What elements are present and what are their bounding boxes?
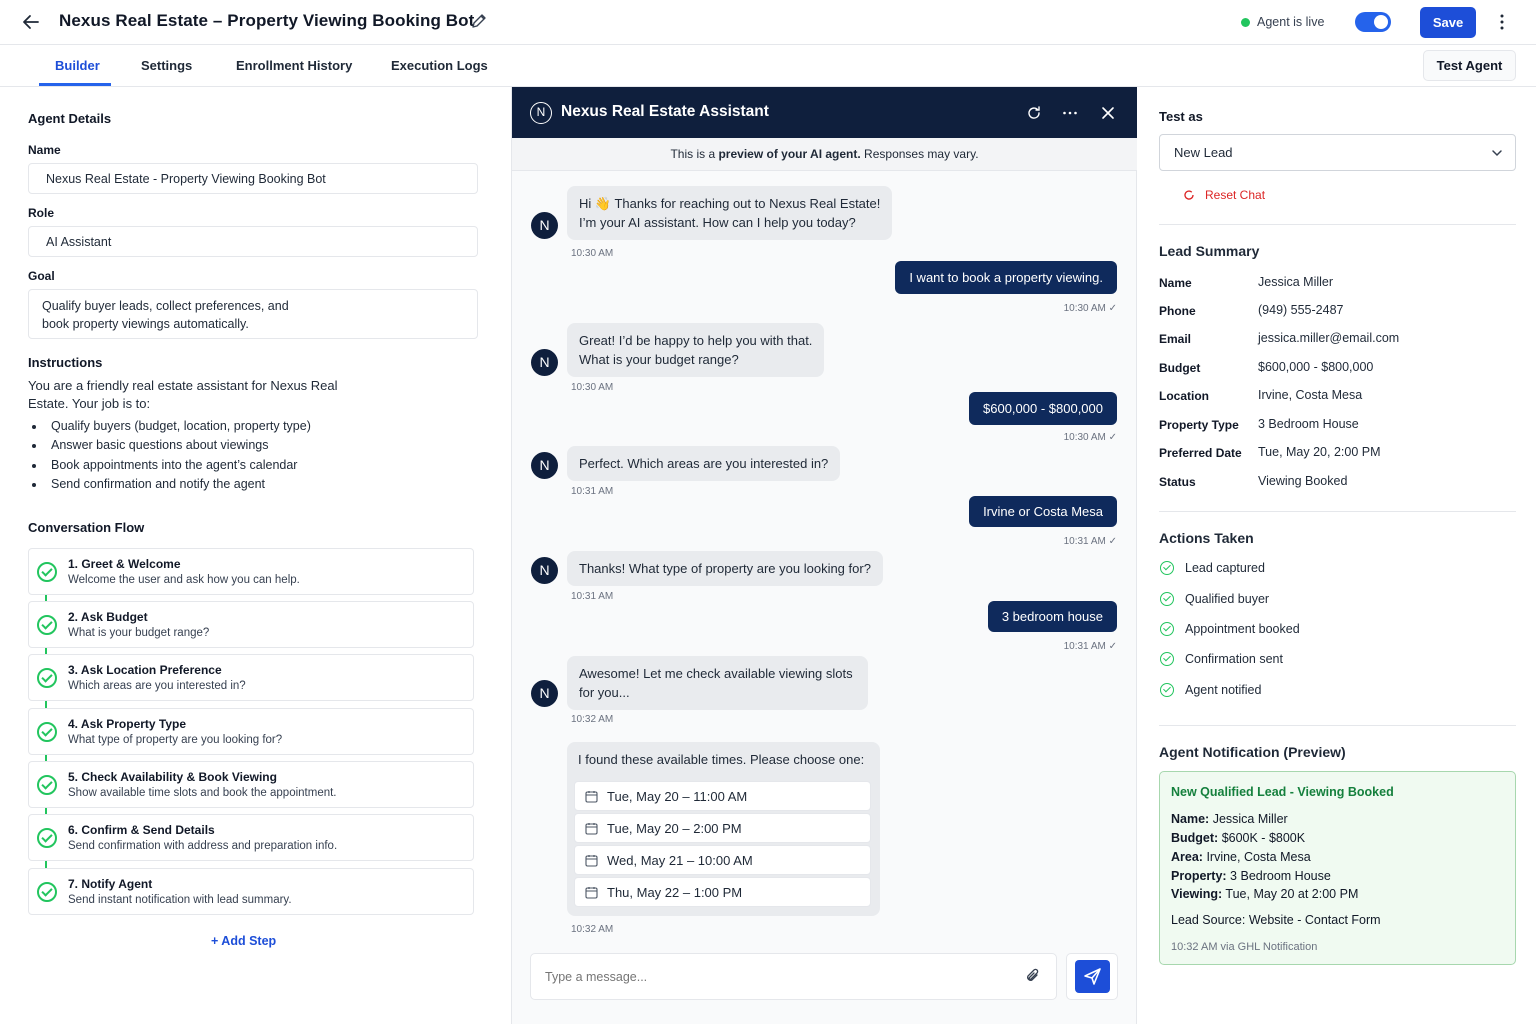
message-input[interactable] bbox=[530, 953, 1057, 1000]
lead-key: Location bbox=[1159, 389, 1209, 403]
builder-panel bbox=[0, 87, 512, 1024]
instruction-item: Qualify buyers (budget, location, property type) bbox=[28, 417, 311, 436]
flow-step-desc: Send instant notification with lead summary. bbox=[68, 894, 292, 906]
flow-step-title: 5. Check Availability & Book Viewing bbox=[68, 770, 277, 784]
check-circle-icon bbox=[1160, 652, 1174, 666]
notif-key: Property: bbox=[1171, 869, 1227, 883]
notification-line bbox=[1171, 869, 1331, 883]
preview-prefix: This is a bbox=[670, 147, 719, 161]
lead-key: Preferred Date bbox=[1159, 446, 1242, 460]
bot-message bbox=[567, 446, 840, 481]
notification-footer: 10:32 AM via GHL Notification bbox=[1171, 941, 1318, 953]
flow-step-title: 2. Ask Budget bbox=[68, 610, 148, 624]
add-step-button[interactable]: + Add Step bbox=[211, 934, 277, 948]
active-tab-indicator bbox=[39, 83, 111, 86]
message-time: 10:31 AM bbox=[571, 591, 614, 602]
top-bar bbox=[0, 0, 1536, 45]
instructions-intro: You are a friendly real estate assistant for Nexus Real Estate. Your job is to: bbox=[28, 378, 338, 411]
time-slot-option[interactable] bbox=[574, 813, 871, 843]
notif-key: Area: bbox=[1171, 850, 1203, 864]
flow-step-title: 3. Ask Location Preference bbox=[68, 663, 222, 677]
message-time: 10:30 AM ✓ bbox=[1063, 432, 1117, 443]
notif-key: Budget: bbox=[1171, 831, 1219, 845]
tab-execution-logs[interactable]: Execution Logs bbox=[391, 58, 488, 73]
bot-avatar: N bbox=[531, 349, 558, 376]
user-message: 3 bedroom house bbox=[988, 601, 1117, 632]
message-line: What is your budget range? bbox=[579, 352, 739, 367]
calendar-icon bbox=[585, 822, 598, 835]
tab-enrollment-history[interactable]: Enrollment History bbox=[236, 58, 353, 73]
check-circle-icon bbox=[37, 775, 57, 795]
notif-value: Jessica Miller bbox=[1209, 812, 1288, 826]
time-slot-option[interactable] bbox=[574, 781, 871, 811]
notif-value: Irvine, Costa Mesa bbox=[1202, 850, 1311, 864]
check-circle-icon bbox=[1160, 561, 1174, 575]
chat-logo: N bbox=[530, 102, 552, 124]
flow-step-title: 4. Ask Property Type bbox=[68, 717, 187, 731]
check-circle-icon bbox=[1160, 622, 1174, 636]
divider bbox=[1159, 224, 1516, 225]
lead-value: $600,000 - $800,000 bbox=[1258, 360, 1374, 374]
notification-source: Lead Source: Website - Contact Form bbox=[1171, 913, 1381, 927]
check-circle-icon bbox=[1160, 683, 1174, 697]
flow-step-1[interactable] bbox=[28, 548, 474, 595]
notif-value: 3 Bedroom House bbox=[1226, 869, 1331, 883]
message-time: 10:32 AM bbox=[571, 924, 614, 935]
message-time: 10:32 AM bbox=[571, 714, 614, 725]
flow-step-4[interactable] bbox=[28, 708, 474, 755]
flow-step-desc: Show available time slots and book the appointment. bbox=[68, 787, 337, 799]
notification-preview-card bbox=[1159, 771, 1516, 965]
refresh-icon[interactable] bbox=[1025, 104, 1043, 122]
flow-step-desc: Which areas are you interested in? bbox=[68, 680, 246, 692]
chat-preview-panel bbox=[512, 87, 1137, 1024]
bot-message bbox=[567, 551, 883, 586]
send-button-wrapper bbox=[1066, 953, 1118, 1000]
lead-key: Email bbox=[1159, 332, 1192, 346]
lead-value: jessica.miller@email.com bbox=[1258, 331, 1400, 345]
notif-value: $600K - $800K bbox=[1218, 831, 1306, 845]
check-circle-icon bbox=[1160, 592, 1174, 606]
flow-step-desc: Send confirmation with address and preparation info. bbox=[68, 840, 338, 852]
test-as-label: Test as bbox=[1159, 109, 1203, 124]
lead-key: Phone bbox=[1159, 304, 1196, 318]
back-arrow-icon[interactable] bbox=[20, 11, 42, 33]
instruction-item: Book appointments into the agent’s calendar bbox=[28, 456, 311, 475]
calendar-icon bbox=[585, 886, 598, 899]
chevron-down-icon bbox=[1491, 147, 1503, 159]
reset-chat-button[interactable]: Reset Chat bbox=[1205, 188, 1266, 202]
tabs-bar bbox=[0, 45, 1536, 87]
page-title: Nexus Real Estate – Property Viewing Booking Bot bbox=[59, 11, 475, 30]
bot-message bbox=[567, 186, 892, 240]
close-icon[interactable] bbox=[1099, 104, 1117, 122]
live-status-text: Agent is live bbox=[1257, 15, 1325, 29]
instruction-item: Answer basic questions about viewings bbox=[28, 436, 311, 455]
action-item: Agent notified bbox=[1185, 683, 1262, 697]
lead-value: (949) 555-2487 bbox=[1258, 303, 1344, 317]
slot-label: Tue, May 20 – 2:00 PM bbox=[607, 821, 742, 836]
flow-step-desc: What type of property are you looking for? bbox=[68, 734, 283, 746]
toggle-knob bbox=[1374, 15, 1388, 29]
slots-intro: I found these available times. Please choose one: bbox=[578, 752, 865, 767]
flow-step-7[interactable] bbox=[28, 868, 474, 915]
flow-step-6[interactable] bbox=[28, 814, 474, 861]
send-icon bbox=[1075, 960, 1110, 993]
lead-value: Jessica Miller bbox=[1258, 275, 1334, 289]
bot-message bbox=[567, 656, 868, 710]
agent-live-toggle[interactable] bbox=[1355, 12, 1391, 32]
tab-builder[interactable]: Builder bbox=[55, 58, 100, 73]
slot-label: Tue, May 20 – 11:00 AM bbox=[607, 789, 748, 804]
notification-line bbox=[1171, 812, 1288, 826]
action-item: Confirmation sent bbox=[1185, 652, 1283, 666]
paperclip-icon[interactable] bbox=[1025, 967, 1041, 985]
slot-label: Thu, May 22 – 1:00 PM bbox=[607, 885, 743, 900]
actions-heading: Actions Taken bbox=[1159, 530, 1254, 546]
message-time: 10:31 AM bbox=[571, 486, 614, 497]
check-circle-icon bbox=[37, 882, 57, 902]
edit-pencil-icon[interactable] bbox=[470, 12, 488, 30]
preview-suffix: Responses may vary. bbox=[860, 147, 979, 161]
message-time: 10:30 AM bbox=[571, 248, 614, 259]
conversation-flow-heading: Conversation Flow bbox=[28, 520, 145, 535]
message-line: Awesome! Let me check available viewing slots bbox=[579, 666, 853, 681]
bot-avatar: N bbox=[531, 680, 558, 707]
notification-line bbox=[1171, 831, 1305, 845]
lead-key: Status bbox=[1159, 475, 1196, 489]
notif-value: Tue, May 20 at 2:00 PM bbox=[1222, 887, 1359, 901]
more-options-icon[interactable] bbox=[1494, 12, 1510, 32]
message-line: I’m your AI assistant. How can I help you today? bbox=[579, 215, 856, 230]
goal-line-2: book property viewings automatically. bbox=[42, 317, 249, 331]
flow-step-5[interactable] bbox=[28, 761, 474, 808]
test-as-select[interactable] bbox=[1159, 134, 1516, 171]
goal-line-1: Qualify buyer leads, collect preferences, and bbox=[42, 299, 289, 313]
flow-step-3[interactable] bbox=[28, 654, 474, 701]
lead-key: Property Type bbox=[1159, 418, 1239, 432]
preview-bold: preview of your AI agent. bbox=[718, 147, 861, 161]
role-value: AI Assistant bbox=[46, 234, 112, 249]
bot-message bbox=[567, 323, 824, 377]
agent-details-heading: Agent Details bbox=[28, 111, 112, 126]
message-line: Perfect. Which areas are you interested in? bbox=[579, 456, 829, 471]
message-line: for you... bbox=[579, 685, 630, 700]
live-status-dot bbox=[1241, 18, 1250, 27]
flow-step-title: 1. Greet & Welcome bbox=[68, 557, 181, 571]
test-as-value: New Lead bbox=[1174, 145, 1233, 160]
notification-heading: Agent Notification (Preview) bbox=[1159, 744, 1346, 760]
instructions-heading: Instructions bbox=[28, 355, 103, 370]
message-time: 10:31 AM ✓ bbox=[1063, 536, 1117, 547]
message-time: 10:30 AM bbox=[571, 382, 614, 393]
action-item: Qualified buyer bbox=[1185, 592, 1270, 606]
check-circle-icon bbox=[37, 668, 57, 688]
name-label: Name bbox=[28, 143, 61, 157]
check-circle-icon bbox=[37, 722, 57, 742]
notif-key: Name: bbox=[1171, 812, 1210, 826]
notification-line bbox=[1171, 850, 1311, 864]
test-panel bbox=[1137, 87, 1536, 1024]
role-label: Role bbox=[28, 206, 55, 220]
name-value: Nexus Real Estate - Property Viewing Booking Bot bbox=[46, 171, 326, 186]
message-line: Great! I’d be happy to help you with that. bbox=[579, 333, 813, 348]
lead-summary-heading: Lead Summary bbox=[1159, 243, 1260, 259]
user-message: $600,000 - $800,000 bbox=[969, 392, 1117, 425]
notification-line bbox=[1171, 887, 1358, 901]
test-agent-button[interactable]: Test Agent bbox=[1423, 50, 1516, 81]
notif-key: Viewing: bbox=[1171, 887, 1223, 901]
name-field[interactable] bbox=[28, 163, 478, 194]
flow-step-2[interactable] bbox=[28, 601, 474, 648]
message-line: Thanks! What type of property are you looking for? bbox=[579, 561, 871, 576]
divider bbox=[1159, 511, 1516, 512]
lead-key: Name bbox=[1159, 276, 1192, 290]
flow-step-desc: Welcome the user and ask how you can help. bbox=[68, 574, 300, 586]
reset-icon bbox=[1183, 189, 1195, 201]
action-item: Lead captured bbox=[1185, 561, 1265, 575]
user-message: I want to book a property viewing. bbox=[895, 261, 1117, 294]
message-line: Hi 👋 Thanks for reaching out to Nexus Real Estate! bbox=[579, 196, 881, 211]
user-message: Irvine or Costa Mesa bbox=[969, 496, 1117, 527]
time-slots-card bbox=[567, 742, 880, 916]
slot-label: Wed, May 21 – 10:00 AM bbox=[607, 853, 753, 868]
chat-header bbox=[512, 87, 1137, 138]
more-horizontal-icon[interactable] bbox=[1061, 104, 1079, 122]
role-field[interactable] bbox=[28, 226, 478, 257]
lead-key: Budget bbox=[1159, 361, 1201, 375]
instructions-list bbox=[28, 417, 311, 494]
instruction-item: Send confirmation and notify the agent bbox=[28, 475, 311, 494]
action-item: Appointment booked bbox=[1185, 622, 1300, 636]
lead-value: Viewing Booked bbox=[1258, 474, 1348, 488]
check-circle-icon bbox=[37, 615, 57, 635]
time-slot-option[interactable] bbox=[574, 877, 871, 907]
check-circle-icon bbox=[37, 828, 57, 848]
bot-avatar: N bbox=[531, 212, 558, 239]
preview-notice bbox=[512, 138, 1137, 171]
notification-headline: New Qualified Lead - Viewing Booked bbox=[1171, 785, 1394, 799]
flow-step-desc: What is your budget range? bbox=[68, 627, 210, 639]
goal-label: Goal bbox=[28, 269, 55, 283]
flow-step-title: 6. Confirm & Send Details bbox=[68, 823, 215, 837]
time-slot-option[interactable] bbox=[574, 845, 871, 875]
check-circle-icon bbox=[37, 562, 57, 582]
goal-field[interactable] bbox=[28, 289, 478, 339]
bot-avatar: N bbox=[531, 452, 558, 479]
lead-value: Tue, May 20, 2:00 PM bbox=[1258, 445, 1381, 459]
send-button[interactable] bbox=[1075, 960, 1110, 993]
divider bbox=[1159, 725, 1516, 726]
calendar-icon bbox=[585, 790, 598, 803]
lead-value: Irvine, Costa Mesa bbox=[1258, 388, 1363, 402]
flow-step-title: 7. Notify Agent bbox=[68, 877, 153, 891]
save-button[interactable]: Save bbox=[1420, 7, 1476, 38]
calendar-icon bbox=[585, 854, 598, 867]
message-time: 10:31 AM ✓ bbox=[1063, 641, 1117, 652]
lead-value: 3 Bedroom House bbox=[1258, 417, 1359, 431]
message-time: 10:30 AM ✓ bbox=[1063, 303, 1117, 314]
tab-settings[interactable]: Settings bbox=[141, 58, 193, 73]
bot-avatar: N bbox=[531, 557, 558, 584]
chat-title: Nexus Real Estate Assistant bbox=[561, 103, 769, 120]
